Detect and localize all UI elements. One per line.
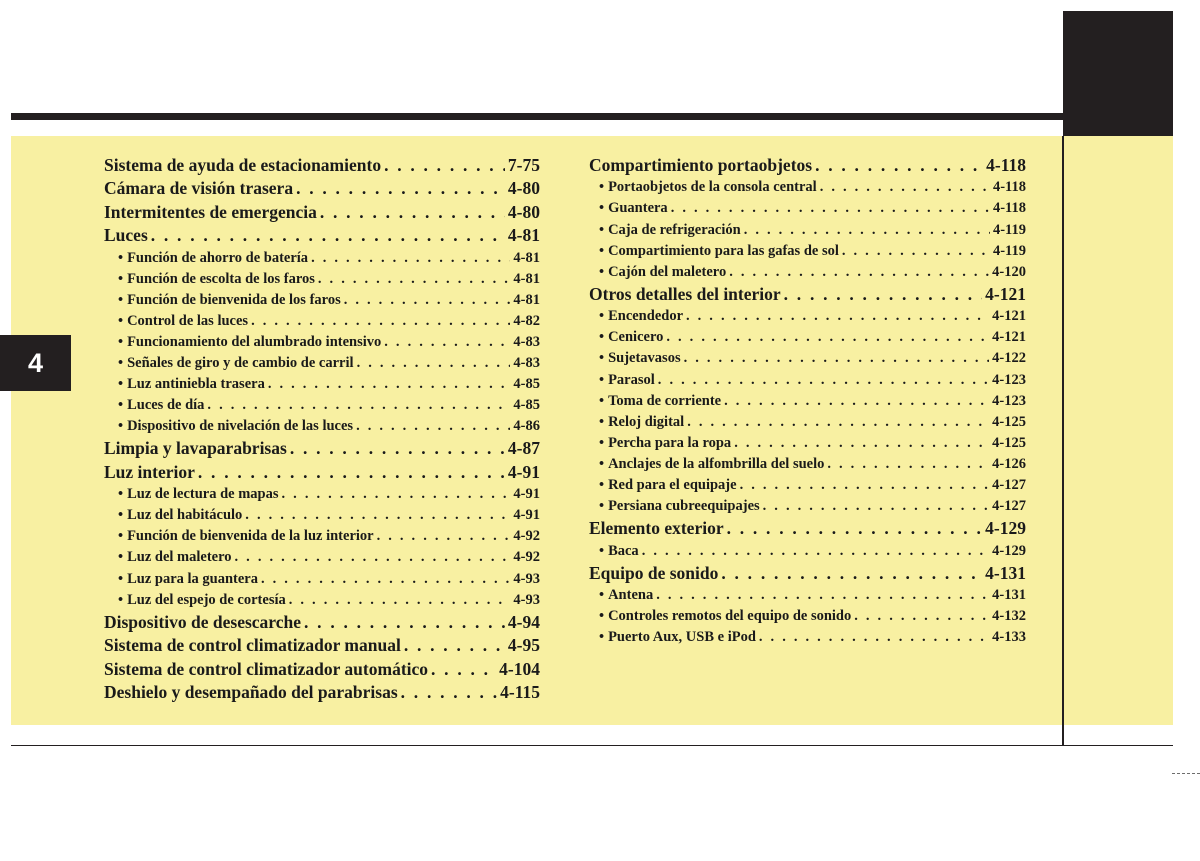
dot-leader bbox=[724, 391, 989, 412]
bullet-icon: • bbox=[599, 242, 605, 259]
dot-leader bbox=[235, 547, 511, 568]
toc-entry-title: Sujetavasos bbox=[608, 350, 681, 367]
dot-leader bbox=[721, 562, 982, 585]
toc-subentry[interactable] bbox=[104, 248, 540, 269]
chapter-number: 4 bbox=[27, 347, 44, 378]
bullet-icon: • bbox=[118, 291, 124, 308]
toc-entry-page: 4-122 bbox=[992, 350, 1026, 367]
toc-entry-title: Portaobjetos de la consola central bbox=[608, 179, 817, 196]
dot-leader bbox=[744, 220, 990, 241]
toc-entry-page: 4-87 bbox=[507, 438, 540, 459]
dot-leader bbox=[784, 283, 983, 306]
toc-subentry[interactable] bbox=[589, 541, 1026, 562]
bullet-icon: • bbox=[599, 308, 605, 325]
toc-entry-title: Luz antiniebla trasera bbox=[127, 376, 265, 393]
dot-leader bbox=[763, 496, 990, 517]
toc-entry-title: Control de las luces bbox=[127, 312, 249, 329]
toc-entry-title: Anclajes de la alfombrilla del suelo bbox=[608, 455, 825, 472]
toc-subentry[interactable] bbox=[104, 547, 540, 568]
toc-right-column bbox=[589, 154, 1026, 648]
bottom-divider bbox=[11, 745, 1173, 746]
dot-leader bbox=[151, 224, 505, 247]
toc-subentry[interactable] bbox=[589, 391, 1026, 412]
toc-entry-page: 4-123 bbox=[992, 392, 1026, 409]
toc-entry-title: Toma de corriente bbox=[608, 392, 722, 409]
toc-subentry[interactable] bbox=[589, 348, 1026, 369]
footer-dashes bbox=[1172, 773, 1200, 774]
toc-entry-page: 4-127 bbox=[992, 477, 1026, 493]
top-divider bbox=[11, 113, 1173, 120]
vertical-divider bbox=[1062, 136, 1064, 746]
toc-entry-title: Luz para la guantera bbox=[127, 570, 258, 587]
dot-leader bbox=[384, 154, 505, 177]
bullet-icon: • bbox=[118, 591, 124, 608]
toc-entry-page: 4-80 bbox=[507, 201, 540, 222]
toc-subentry[interactable] bbox=[104, 353, 540, 374]
bullet-icon: • bbox=[599, 179, 605, 196]
bullet-icon: • bbox=[599, 413, 605, 430]
bullet-icon: • bbox=[599, 455, 605, 472]
dot-leader bbox=[377, 526, 511, 547]
dot-leader bbox=[198, 461, 505, 484]
toc-entry-title: Guantera bbox=[608, 200, 668, 217]
toc-entry[interactable] bbox=[104, 681, 540, 704]
toc-entry[interactable] bbox=[589, 283, 1026, 306]
toc-entry-title: Luz interior bbox=[104, 461, 195, 482]
dot-leader bbox=[251, 311, 510, 332]
dot-leader bbox=[282, 484, 511, 505]
toc-entry[interactable] bbox=[104, 201, 540, 224]
toc-entry[interactable] bbox=[104, 154, 540, 177]
toc-entry-title: Funcionamiento del alumbrado intensivo bbox=[127, 333, 382, 350]
bullet-icon: • bbox=[118, 418, 124, 435]
toc-entry-page: 4-86 bbox=[513, 418, 540, 435]
toc-subentry[interactable] bbox=[589, 177, 1026, 198]
toc-subentry[interactable] bbox=[104, 590, 540, 611]
toc-entry-page: 4-92 bbox=[513, 528, 540, 545]
toc-entry-title: Luz del espejo de cortesía bbox=[127, 591, 286, 608]
toc-subentry[interactable] bbox=[104, 505, 540, 526]
toc-entry-page: 4-81 bbox=[513, 291, 540, 308]
toc-entry[interactable] bbox=[104, 461, 540, 484]
toc-entry-page: 4-95 bbox=[507, 635, 540, 656]
toc-subentry[interactable] bbox=[104, 395, 540, 416]
dot-leader bbox=[686, 306, 989, 327]
toc-entry-title: Elemento exterior bbox=[589, 518, 724, 539]
toc-entry-page: 4-93 bbox=[513, 570, 540, 587]
bullet-icon: • bbox=[599, 371, 605, 388]
bullet-icon: • bbox=[599, 477, 605, 493]
bullet-icon: • bbox=[599, 498, 605, 515]
bullet-icon: • bbox=[118, 333, 124, 350]
toc-entry-title: Sistema de ayuda de estacionamiento bbox=[104, 155, 382, 175]
dot-leader bbox=[311, 248, 510, 269]
dot-leader bbox=[356, 416, 510, 437]
toc-entry-page: 4-123 bbox=[992, 371, 1026, 388]
dot-leader bbox=[727, 517, 983, 540]
toc-entry-page: 4-120 bbox=[992, 263, 1026, 280]
toc-entry-title: Cámara de visión trasera bbox=[104, 178, 294, 199]
dot-leader bbox=[304, 611, 505, 634]
bullet-icon: • bbox=[599, 200, 605, 217]
toc-entry-title: Red para el equipaje bbox=[608, 477, 737, 493]
toc-entry-title: Compartimiento para las gafas de sol bbox=[608, 242, 839, 259]
toc-entry-page: 4-91 bbox=[513, 507, 540, 524]
dot-leader bbox=[245, 505, 510, 526]
toc-subentry[interactable] bbox=[104, 569, 540, 590]
toc-subentry[interactable] bbox=[104, 374, 540, 395]
toc-subentry[interactable] bbox=[104, 416, 540, 437]
chapter-tab bbox=[0, 335, 71, 391]
toc-entry-page: 4-131 bbox=[985, 562, 1026, 583]
bullet-icon: • bbox=[599, 329, 605, 346]
toc-entry[interactable] bbox=[104, 437, 540, 460]
toc-subentry[interactable] bbox=[104, 484, 540, 505]
toc-subentry[interactable] bbox=[104, 311, 540, 332]
dot-leader bbox=[290, 437, 505, 460]
dot-leader bbox=[268, 374, 511, 395]
dot-leader bbox=[384, 332, 510, 353]
toc-subentry[interactable] bbox=[589, 327, 1026, 348]
dot-leader bbox=[261, 569, 510, 590]
toc-entry-title: Baca bbox=[608, 542, 639, 559]
toc-entry-page: 4-119 bbox=[992, 221, 1026, 238]
dot-leader bbox=[656, 585, 989, 606]
dot-leader bbox=[734, 433, 989, 454]
toc-left-column bbox=[104, 154, 540, 704]
toc-entry-title: Reloj digital bbox=[608, 413, 685, 430]
toc-entry-page: 4-81 bbox=[513, 270, 540, 287]
toc-entry-page: 4-82 bbox=[513, 312, 540, 329]
toc-subentry[interactable] bbox=[589, 496, 1026, 517]
bullet-icon: • bbox=[599, 392, 605, 409]
toc-entry-title: Deshielo y desempañado del parabrisas bbox=[104, 681, 398, 702]
bullet-icon: • bbox=[599, 263, 605, 280]
toc-entry[interactable] bbox=[104, 224, 540, 247]
toc-entry-title: Parasol bbox=[608, 371, 655, 388]
toc-entry-page: 4-83 bbox=[513, 355, 540, 372]
toc-entry-title: Dispositivo de nivelación de las luces bbox=[127, 418, 354, 435]
toc-entry-title: Luz del habitáculo bbox=[127, 507, 243, 524]
dot-leader bbox=[344, 290, 511, 311]
toc-entry-title: Caja de refrigeración bbox=[608, 221, 741, 238]
dot-leader bbox=[404, 634, 505, 657]
toc-subentry[interactable] bbox=[104, 290, 540, 311]
toc-subentry[interactable] bbox=[589, 306, 1026, 327]
toc-entry-title: Cajón del maletero bbox=[608, 263, 727, 280]
toc-entry-page: 4-119 bbox=[992, 242, 1026, 259]
toc-entry-page: 4-118 bbox=[992, 179, 1026, 196]
toc-entry-title: Intermitentes de emergencia bbox=[104, 201, 317, 222]
bullet-icon: • bbox=[118, 486, 124, 503]
toc-subentry[interactable] bbox=[589, 220, 1026, 241]
dot-leader bbox=[827, 454, 989, 475]
toc-entry-page: 4-92 bbox=[513, 549, 540, 566]
toc-subentry[interactable] bbox=[589, 433, 1026, 454]
toc-entry-page: 4-125 bbox=[992, 434, 1026, 451]
bullet-icon: • bbox=[599, 629, 605, 646]
toc-entry-page: 4-129 bbox=[985, 518, 1026, 539]
bullet-icon: • bbox=[118, 249, 124, 266]
bullet-icon: • bbox=[118, 528, 124, 545]
toc-entry-title: Función de ahorro de batería bbox=[127, 249, 309, 266]
toc-entry-page: 4-94 bbox=[507, 611, 540, 632]
toc-subentry[interactable] bbox=[589, 585, 1026, 606]
toc-entry-title: Dispositivo de desescarche bbox=[104, 611, 302, 632]
toc-entry-title: Luces bbox=[104, 225, 148, 246]
dot-leader bbox=[729, 262, 989, 283]
toc-entry-page: 4-127 bbox=[992, 498, 1026, 515]
toc-entry-title: Equipo de sonido bbox=[589, 562, 719, 583]
bullet-icon: • bbox=[118, 270, 124, 287]
toc-subentry[interactable] bbox=[104, 269, 540, 290]
dot-leader bbox=[740, 475, 990, 496]
toc-subentry[interactable] bbox=[589, 262, 1026, 283]
dot-leader bbox=[431, 658, 496, 681]
toc-entry-page: 4-104 bbox=[499, 658, 540, 679]
bullet-icon: • bbox=[118, 549, 124, 566]
bullet-icon: • bbox=[118, 397, 124, 414]
toc-entry-title: Antena bbox=[608, 587, 654, 604]
toc-entry[interactable] bbox=[589, 154, 1026, 177]
toc-entry-title: Luz del maletero bbox=[127, 549, 232, 566]
toc-entry-title: Luz de lectura de mapas bbox=[127, 486, 279, 503]
dot-leader bbox=[642, 541, 989, 562]
dot-leader bbox=[296, 177, 505, 200]
dot-leader bbox=[207, 395, 510, 416]
toc-entry[interactable] bbox=[104, 611, 540, 634]
toc-entry-title: Sistema de control climatizador manual bbox=[104, 635, 401, 656]
dot-leader bbox=[401, 681, 497, 704]
bullet-icon: • bbox=[599, 434, 605, 451]
toc-entry-title: Señales de giro y de cambio de carril bbox=[127, 355, 354, 372]
toc-entry[interactable] bbox=[104, 658, 540, 681]
toc-entry-title: Cenicero bbox=[608, 329, 664, 346]
toc-entry-page: 4-118 bbox=[992, 200, 1026, 217]
toc-entry-title: Percha para la ropa bbox=[608, 434, 732, 451]
bullet-icon: • bbox=[118, 507, 124, 524]
toc-subentry[interactable] bbox=[589, 627, 1026, 648]
toc-subentry[interactable] bbox=[589, 475, 1026, 496]
dot-leader bbox=[357, 353, 511, 374]
toc-subentry[interactable] bbox=[589, 454, 1026, 475]
dot-leader bbox=[854, 606, 989, 627]
dot-leader bbox=[842, 241, 990, 262]
toc-entry[interactable] bbox=[104, 177, 540, 200]
dot-leader bbox=[320, 201, 505, 224]
dot-leader bbox=[289, 590, 511, 611]
toc-entry-title: Función de bienvenida de los faros bbox=[127, 291, 341, 308]
bullet-icon: • bbox=[118, 376, 124, 393]
toc-entry-title: Otros detalles del interior bbox=[589, 283, 781, 304]
dot-leader bbox=[815, 154, 983, 177]
toc-entry-page: 4-91 bbox=[513, 486, 540, 503]
bullet-icon: • bbox=[118, 570, 124, 587]
toc-entry-title: Puerto Aux, USB e iPod bbox=[608, 629, 756, 646]
toc-entry-page: 4-133 bbox=[992, 629, 1026, 646]
toc-entry-page: 4-121 bbox=[992, 329, 1026, 346]
bullet-icon: • bbox=[118, 355, 124, 372]
toc-entry-page: 4-121 bbox=[992, 308, 1026, 325]
dot-leader bbox=[759, 627, 989, 648]
toc-entry-title: Función de bienvenida de la luz interior bbox=[127, 528, 374, 545]
bullet-icon: • bbox=[599, 587, 605, 604]
toc-entry-title: Función de escolta de los faros bbox=[127, 270, 315, 287]
dot-leader bbox=[687, 412, 989, 433]
toc-entry-page: 4-118 bbox=[986, 155, 1026, 175]
toc-entry-page: 4-129 bbox=[992, 542, 1026, 559]
toc-subentry[interactable] bbox=[589, 412, 1026, 433]
dot-leader bbox=[658, 370, 989, 391]
toc-entry-page: 4-125 bbox=[992, 413, 1026, 430]
toc-entry-title: Limpia y lavaparabrisas bbox=[104, 438, 287, 459]
toc-entry-page: 4-85 bbox=[513, 376, 540, 393]
toc-entry-page: 4-126 bbox=[992, 455, 1026, 472]
toc-subentry[interactable] bbox=[104, 526, 540, 547]
toc-subentry[interactable] bbox=[104, 332, 540, 353]
dot-leader bbox=[671, 198, 990, 219]
toc-subentry[interactable] bbox=[589, 370, 1026, 391]
bullet-icon: • bbox=[118, 312, 124, 329]
bullet-icon: • bbox=[599, 608, 605, 625]
toc-entry-page: 4-132 bbox=[992, 608, 1026, 625]
toc-entry-title: Luces de día bbox=[127, 397, 205, 414]
toc-entry-page: 4-131 bbox=[992, 587, 1026, 604]
toc-entry-title: Sistema de control climatizador automático bbox=[104, 658, 429, 679]
toc-subentry[interactable] bbox=[589, 241, 1026, 262]
toc-entry-page: 4-121 bbox=[985, 283, 1026, 304]
toc-entry[interactable] bbox=[104, 634, 540, 657]
toc-entry-page: 4-91 bbox=[507, 461, 540, 482]
toc-entry-page: 4-81 bbox=[507, 225, 540, 246]
bullet-icon: • bbox=[599, 221, 605, 238]
toc-entry-title: Persiana cubreequipajes bbox=[608, 498, 760, 515]
toc-entry-page: 4-93 bbox=[513, 591, 540, 608]
bullet-icon: • bbox=[599, 542, 605, 559]
toc-entry-page: 7-75 bbox=[507, 155, 540, 175]
dot-leader bbox=[684, 348, 990, 369]
toc-entry[interactable] bbox=[589, 562, 1026, 585]
dot-leader bbox=[318, 269, 511, 290]
toc-entry-page: 4-81 bbox=[513, 249, 540, 266]
bullet-icon: • bbox=[599, 350, 605, 367]
toc-entry-title: Encendedor bbox=[608, 308, 683, 325]
dot-leader bbox=[820, 177, 990, 198]
toc-entry-page: 4-83 bbox=[513, 333, 540, 350]
toc-subentry[interactable] bbox=[589, 198, 1026, 219]
toc-entry-page: 4-85 bbox=[513, 397, 540, 414]
dot-leader bbox=[666, 327, 989, 348]
toc-entry-title: Controles remotos del equipo de sonido bbox=[608, 608, 852, 625]
toc-entry[interactable] bbox=[589, 517, 1026, 540]
toc-entry-page: 4-115 bbox=[500, 681, 540, 702]
toc-subentry[interactable] bbox=[589, 606, 1026, 627]
toc-entry-page: 4-80 bbox=[507, 178, 540, 199]
toc-entry-title: Compartimiento portaobjetos bbox=[589, 155, 813, 175]
